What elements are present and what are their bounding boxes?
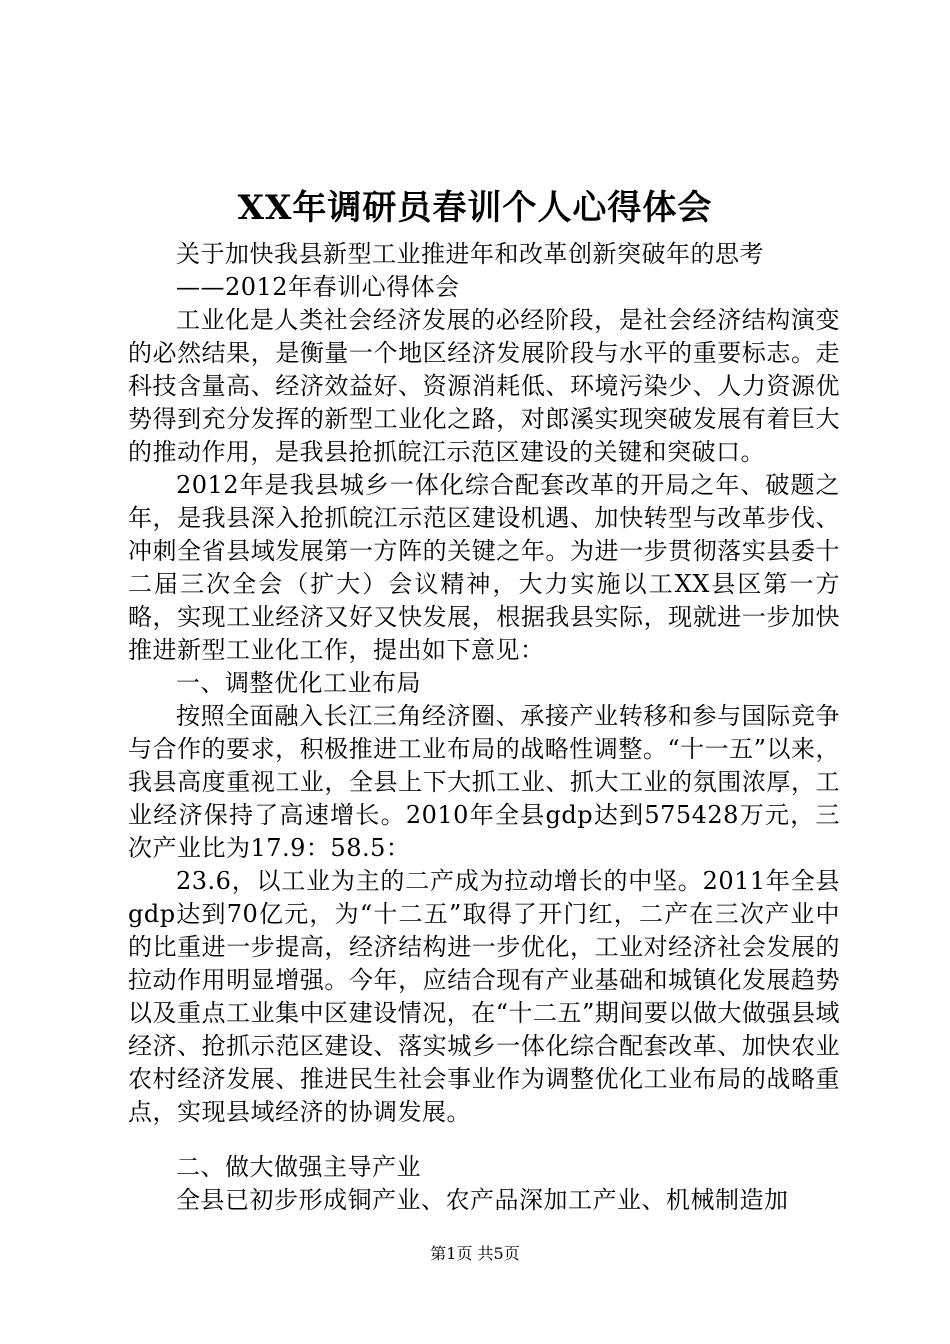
subtitle: 关于加快我县新型工业推进年和改革创新突破年的思考 — [176, 240, 764, 268]
page-footer: 第1页 共5页 — [430, 1244, 520, 1263]
paragraph-4: 23.6，以工业为主的二产成为拉动增长的中坚。2011年全县gdp达到70亿元，为“十二五”取得了开门红，二产在三次产业中的比重进一步提高，经济结构进一步优化，工业对经济社会发展的拉动作用明显增强。今年，应结合现有产业基础和城镇化发展趋势以及重点工业集中区建设情况，在“十二五”期间要以做大做强县域经济、抢抓示范区建设、落实城乡一体化综合配套改革、加快农业农村经济发展、推进民生社会事业作为调整优化工业布局的战略重点，实现县域经济的协调发展。 — [128, 867, 840, 1126]
paragraph-3: 按照全面融入长江三角经济圈、承接产业转移和参与国际竞争与合作的要求，积极推进工业布局的战略性调整。“十一五”以来，我县高度重视工业，全县上下大抓工业、抓大工业的氛围浓厚，工业经济保持了高速增长。2010年全县gdp达到575428万元，三次产业比为17.9：58.5： — [128, 702, 840, 862]
subtitle-line-2: ——2012年春训心得体会 — [176, 273, 460, 301]
section-heading-1: 一、调整优化工业布局 — [176, 669, 421, 697]
document-body — [128, 238, 840, 1217]
paragraph-2: 2012年是我县城乡一体化综合配套改革的开局之年、破题之年，是我县深入抢抓皖江示范区建设机遇、加快转型与改革步伐、冲刺全省县域发展第一方阵的关键之年。为进一步贯彻落实县委十二届三次全会（扩大）会议精神，大力实施以工XX县区第一方略，实现工业经济又好又快发展，根据我县实际，现就进一步加快推进新型工业化工作，提出如下意见： — [128, 471, 840, 664]
section-heading-2: 二、做大做强主导产业 — [176, 1153, 421, 1181]
paragraph-5: 全县已初步形成铜产业、农产品深加工产业、机械制造加 — [176, 1186, 789, 1214]
paragraph-1: 工业化是人类社会经济发展的必经阶段，是社会经济结构演变的必然结果，是衡量一个地区经济发展阶段与水平的重要标志。走科技含量高、经济效益好、资源消耗低、环境污染少、人力资源优势得到充分发挥的新型工业化之路，对郎溪实现突破发展有着巨大的推动作用，是我县抢抓皖江示范区建设的关键和突破口。 — [128, 306, 840, 466]
document-title: XX年调研员春训个人心得体会 — [237, 188, 713, 228]
